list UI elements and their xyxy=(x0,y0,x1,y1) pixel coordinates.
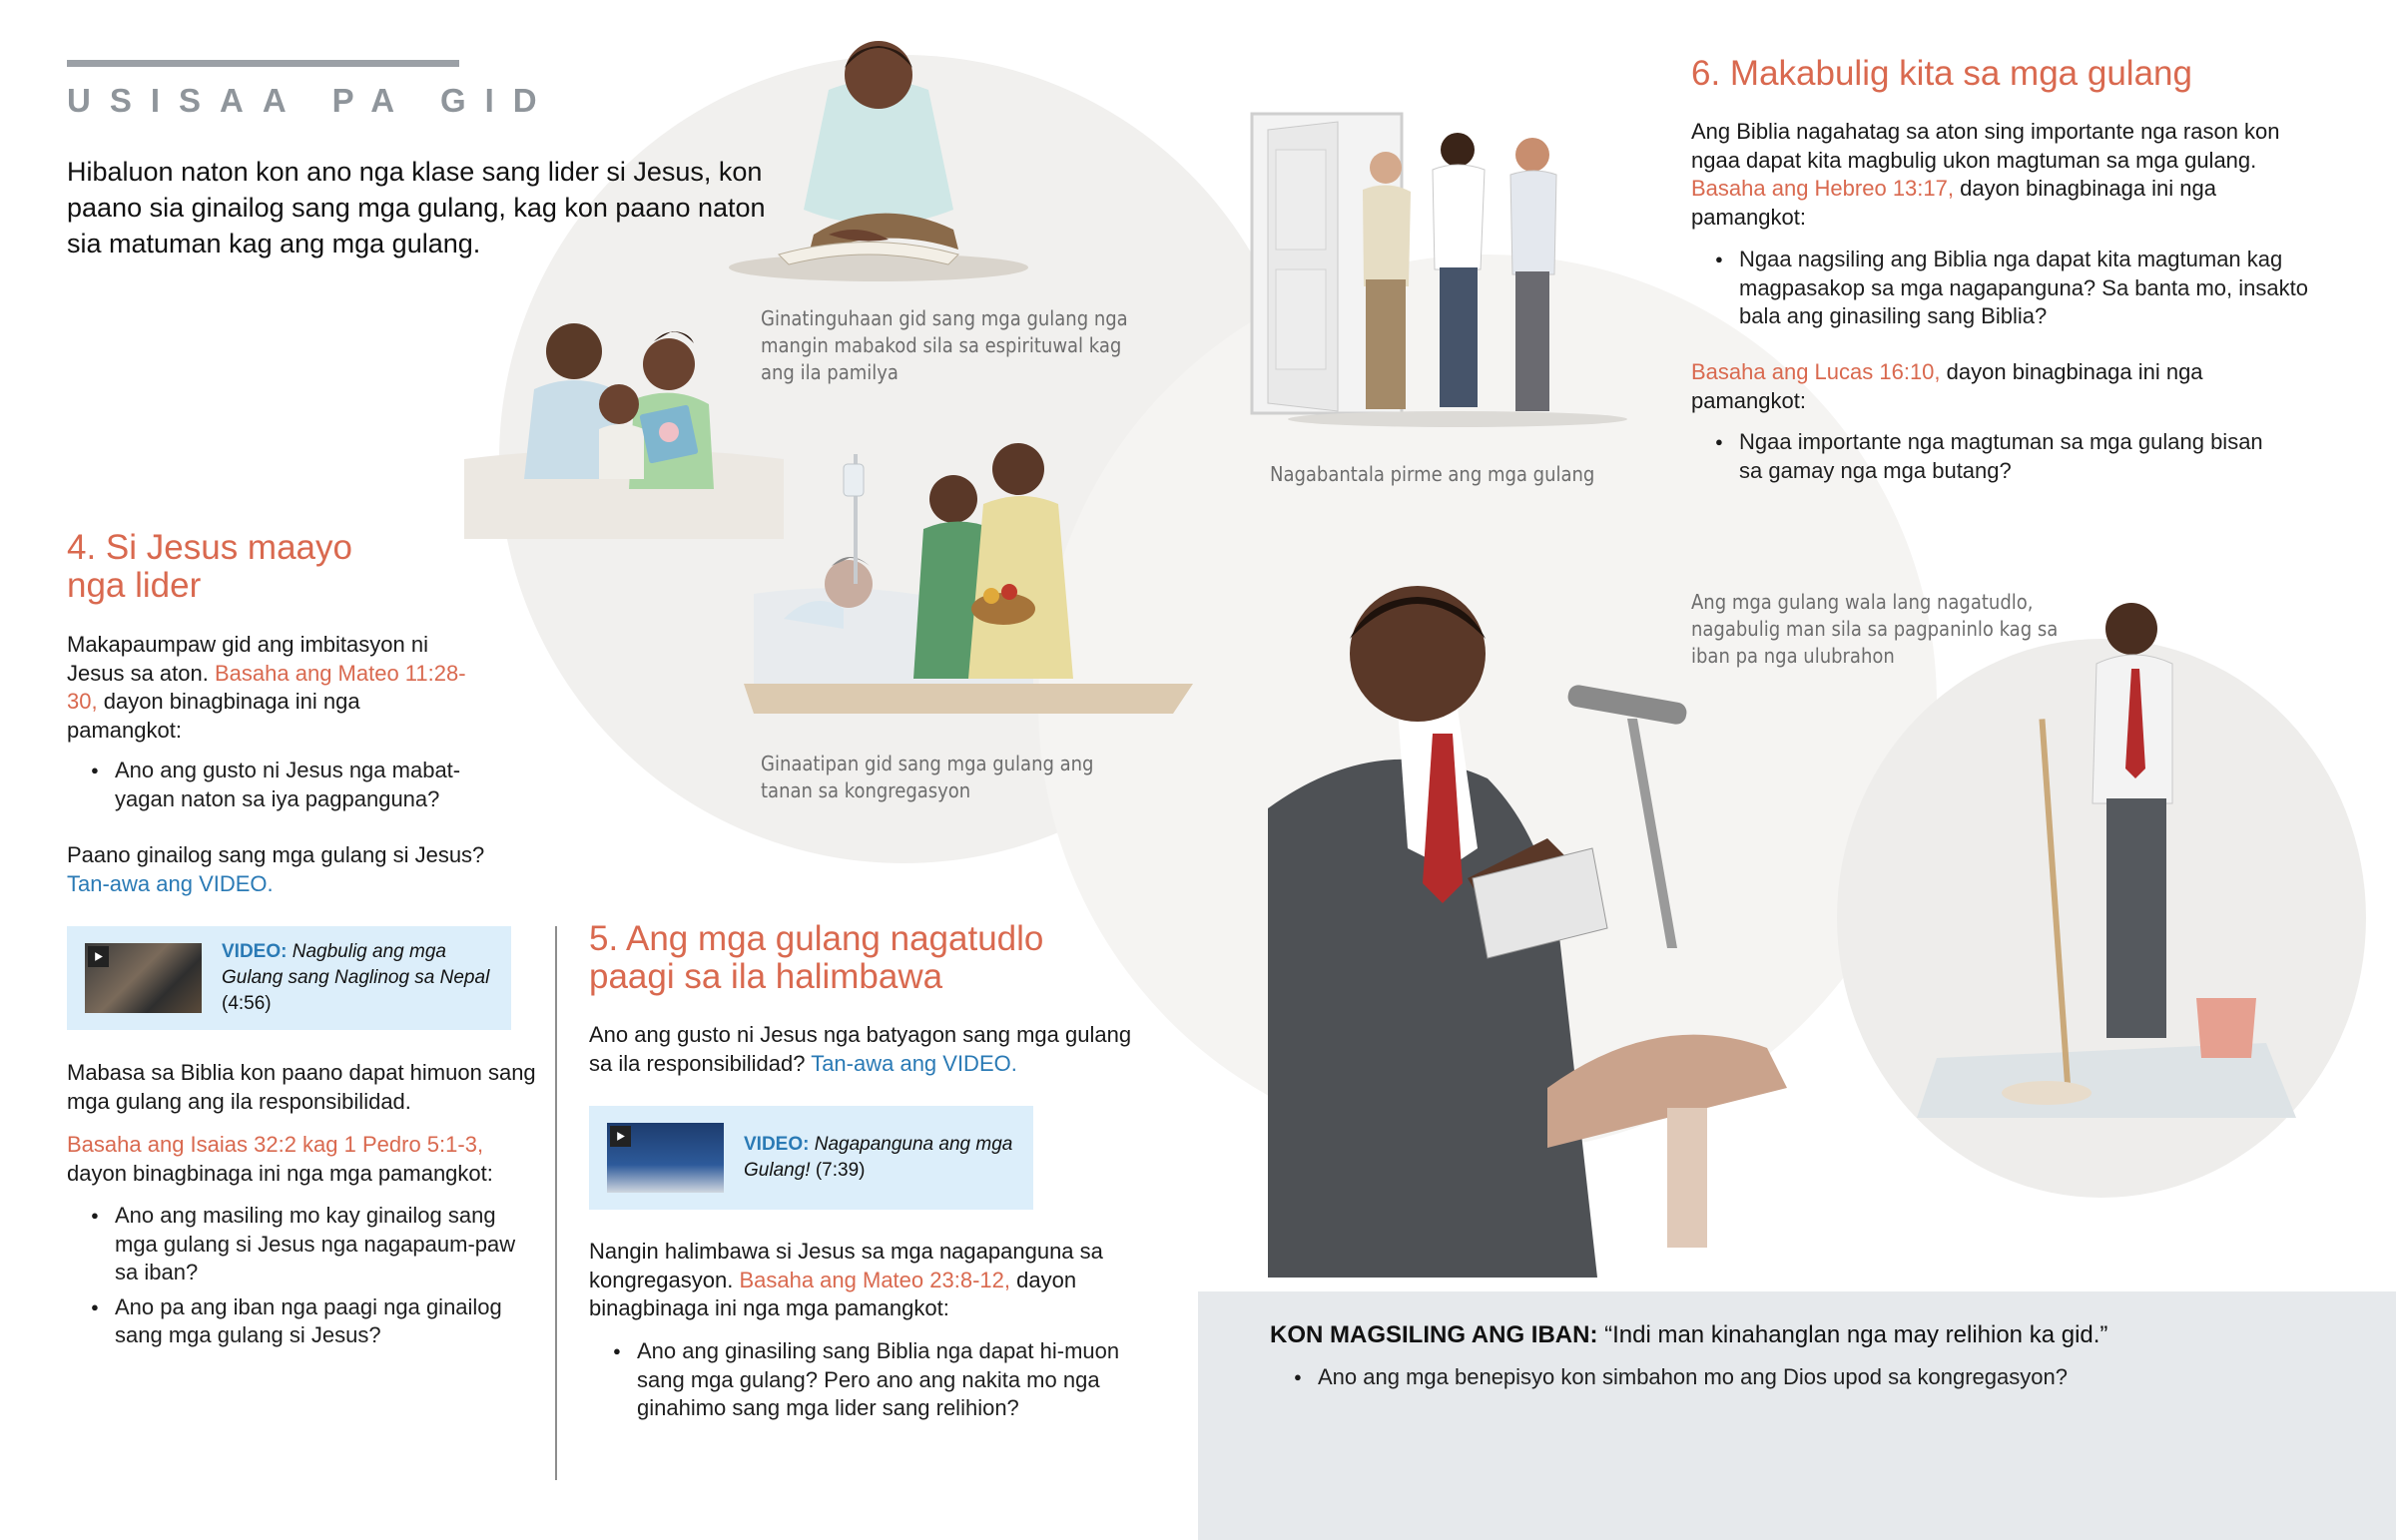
video-caption xyxy=(222,939,493,1017)
section5-paragraph1 xyxy=(589,1021,1148,1078)
section4-heading-line2: nga lider xyxy=(67,566,202,605)
section6-p2-tail: dayon binagbinaga ini nga pamangkot: xyxy=(1691,359,2203,413)
section5-bullets xyxy=(589,1337,1148,1429)
video-link[interactable]: Tan-awa ang VIDEO. xyxy=(811,1050,1017,1076)
objection-question xyxy=(1270,1319,2107,1351)
section5-p2-text: Nangin halimbawa si Jesus sa mga nagapanguna sa kongregasyon. xyxy=(589,1239,1103,1292)
section6-p1-tail: dayon binagbinaga ini nga pamangkot: xyxy=(1691,176,2216,230)
video-label: VIDEO: xyxy=(222,941,288,962)
objection-bullets xyxy=(1270,1363,2318,1398)
objection-label: KON MAGSILING ANG IBAN: xyxy=(1270,1321,1598,1348)
section4-bullets-2 xyxy=(67,1202,536,1356)
section4-heading-line1: 4. Si Jesus maayo xyxy=(67,528,352,567)
list-item: ● Ngaa nagsiling ang Biblia nga dapat kita magtuman kag magpasakop sa mga nagapanguna? Sa banta mo, insakto bala ang ginasiling sang Biblia? xyxy=(1691,246,2330,331)
section4-paragraph1 xyxy=(67,631,466,745)
play-icon[interactable] xyxy=(610,1126,631,1147)
video-duration: (4:56) xyxy=(222,993,272,1014)
column-divider xyxy=(555,926,557,1480)
scripture-reference-mateo-11[interactable]: Basaha ang Mateo 11:28-30, xyxy=(67,660,466,714)
section4-paragraph4 xyxy=(67,1131,546,1188)
list-item: ● Ano ang ginasiling sang Biblia nga dapat hi-muon sang mga gulang? Pero ano ang nakita mo nga ginahimo sang mga lider sang relihion? xyxy=(589,1337,1148,1423)
illustration-elder-studying xyxy=(719,30,1048,289)
objection-quote: “Indi man kinahanglan nga may relihion ka gid.” xyxy=(1604,1321,2108,1348)
list-item: ● Ano pa ang iban nga paagi nga ginailog sang mga gulang si Jesus? xyxy=(67,1293,536,1350)
scripture-reference-lucas-16[interactable]: Basaha ang Lucas 16:10, xyxy=(1691,359,1941,384)
section6-p1-text: Ang Biblia nagahatag sa aton sing importante nga rason kon ngaa dapat kita magbulig ukon magtuman sa mga gulang. xyxy=(1691,119,2280,173)
section4-paragraph2 xyxy=(67,841,546,898)
section5-heading-line2: paagi sa ila halimbawa xyxy=(589,957,943,996)
section4-heading xyxy=(67,529,352,605)
intro-text: Hibaluon naton kon ano nga klase sang lider si Jesus, kon paano sia ginailog sang mga gulang, kag kon paano naton sia matuman kag ang mga gulang. xyxy=(67,157,766,258)
illustration-elder-mopping xyxy=(1947,599,2296,1118)
scripture-reference-mateo-23[interactable]: Basaha ang Mateo 23:8-12, xyxy=(739,1267,1010,1292)
section6-bullets-1 xyxy=(1691,246,2330,337)
illustration-hospital-visit xyxy=(734,444,1213,734)
section4-bullets-1 xyxy=(67,757,506,819)
section4-p4-tail: dayon binagbinaga ini nga mga pamangkot: xyxy=(67,1160,493,1186)
illustration-door-preaching xyxy=(1248,110,1627,439)
list-item: ● Ngaa importante nga magtuman sa mga gulang bisan sa gamay nga mga butang? xyxy=(1691,428,2290,485)
section5-paragraph2 xyxy=(589,1238,1148,1323)
caption-mop: Ang mga gulang wala lang nagatudlo, nagabulig man sila sa pagpaninlo kag sa iban pa nga ulubrahon xyxy=(1691,590,2059,668)
section4-p1-tail: dayon binagbinaga ini nga pamangkot: xyxy=(67,689,360,743)
caption-hospital: Ginaatipan gid sang mga gulang ang tanan sa kongregasyon xyxy=(761,752,1094,802)
section6-paragraph2 xyxy=(1691,358,2290,415)
list-item: ● Ano ang masiling mo kay ginailog sang mga gulang si Jesus nga nagapaum-paw sa iban? xyxy=(67,1202,536,1287)
header-rule xyxy=(67,60,459,67)
video-label: VIDEO: xyxy=(744,1134,810,1155)
video-title: Nagbulig ang mga Gulang sang Naglinog sa Nepal xyxy=(222,941,490,988)
section5-p1-text: Ano ang gusto ni Jesus nga batyagon sang mga gulang sa ila responsibilidad? xyxy=(589,1022,1132,1076)
section6-heading: 6. Makabulig kita sa mga gulang xyxy=(1691,54,2192,93)
section6-bullets-2 xyxy=(1691,428,2290,491)
scripture-reference-isaias-pedro[interactable]: Basaha ang Isaias 32:2 kag 1 Pedro 5:1-3, xyxy=(67,1132,484,1157)
video-caption xyxy=(744,1132,1015,1184)
video-card-elders-lead[interactable] xyxy=(589,1106,1033,1210)
list-item: ● Ano ang mga benepisyo kon simbahon mo ang Dios upod sa kongregasyon? xyxy=(1270,1363,2318,1392)
section4-p2-text: Paano ginailog sang mga gulang si Jesus? xyxy=(67,842,485,867)
caption-door: Nagabantala pirme ang mga gulang xyxy=(1270,462,1595,486)
video-thumbnail[interactable] xyxy=(85,943,202,1013)
video-card-nepal[interactable] xyxy=(67,926,511,1030)
list-item: ● Ano ang gusto ni Jesus nga mabat-yagan naton sa iya pagpanguna? xyxy=(67,757,506,813)
video-title: Nagapanguna ang mga Gulang! xyxy=(744,1134,1013,1181)
play-icon[interactable] xyxy=(88,946,109,967)
section5-heading-line1: 5. Ang mga gulang nagatudlo xyxy=(589,919,1044,958)
section5-heading xyxy=(589,920,1043,996)
section4-p1-text: Makapaumpaw gid ang imbitasyon ni Jesus sa aton. xyxy=(67,632,428,686)
video-link[interactable]: Tan-awa ang VIDEO. xyxy=(67,870,274,896)
section6-paragraph1 xyxy=(1691,118,2290,232)
scripture-reference-hebreo-13[interactable]: Basaha ang Hebreo 13:17, xyxy=(1691,176,1954,201)
section-kicker: USISAA PA GID xyxy=(67,82,556,119)
caption-study: Ginatinguhaan gid sang mga gulang nga mangin mabakod sila sa espirituwal kag ang ila pamilya xyxy=(761,306,1128,384)
video-duration: (7:39) xyxy=(815,1160,866,1181)
video-thumbnail[interactable] xyxy=(607,1123,724,1193)
section4-paragraph3: Mabasa sa Biblia kon paano dapat himuon sang mga gulang ang ila responsibilidad. xyxy=(67,1060,536,1114)
section5-p2-tail: dayon binagbinaga ini nga mga pamangkot: xyxy=(589,1267,1077,1320)
